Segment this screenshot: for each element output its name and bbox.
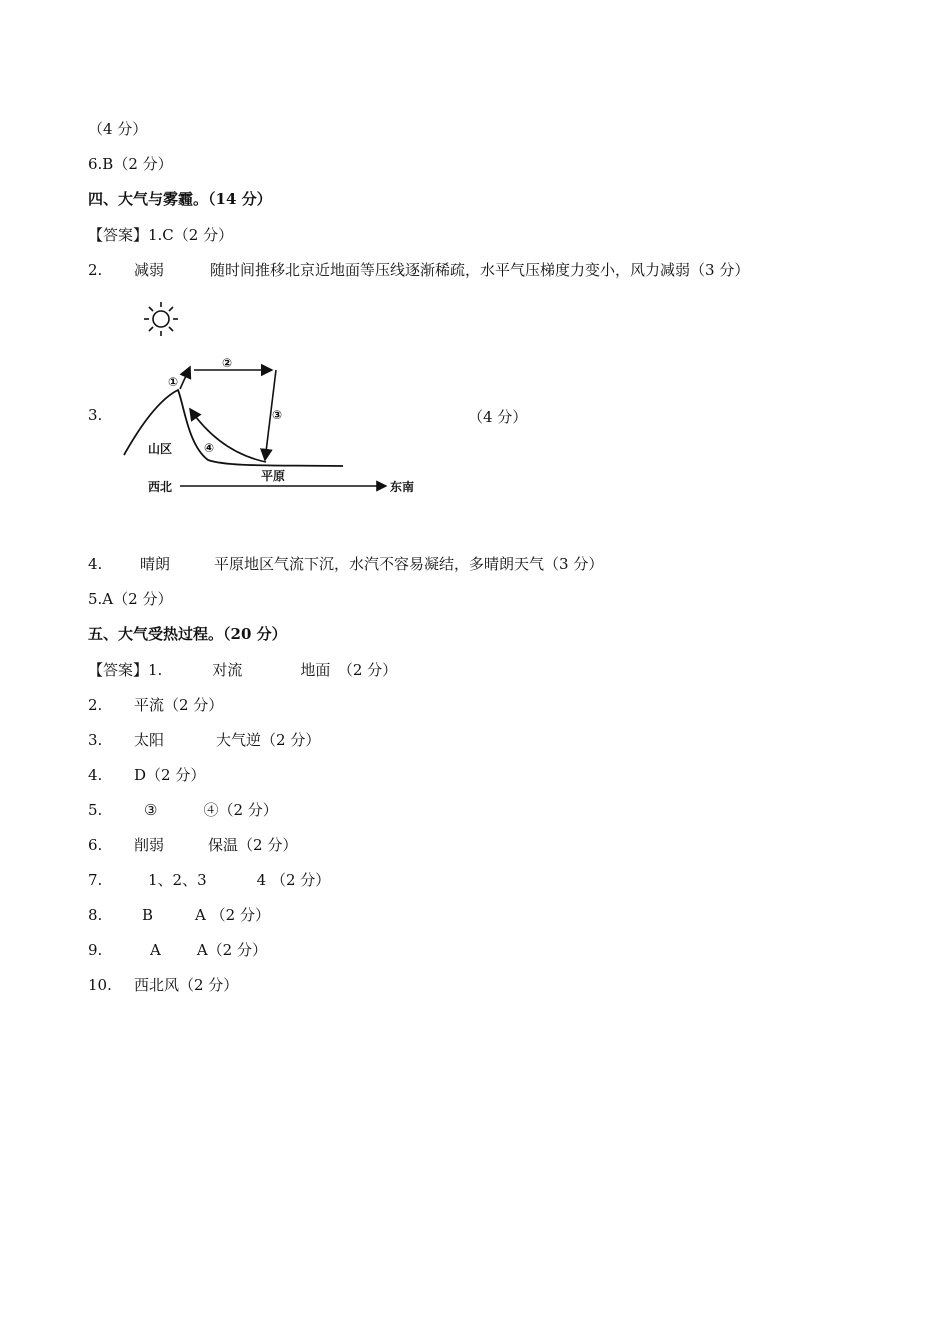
answer-text: A	[150, 941, 161, 959]
answer-text: A （2 分）	[195, 906, 270, 924]
item-number: 5.	[88, 801, 103, 819]
item-number: 10.	[88, 976, 112, 994]
item-number: 7.	[88, 871, 103, 889]
answer-text: B	[142, 906, 154, 924]
label-4: ④	[204, 441, 215, 455]
answer-5-4	[88, 764, 205, 785]
answer-3-score: （4 分）	[468, 408, 528, 426]
answer-5-8	[88, 904, 270, 925]
answer-5-1	[88, 659, 397, 680]
answer-text: 太阳	[134, 731, 165, 749]
item-number: 9.	[88, 941, 103, 959]
sun-icon	[144, 302, 178, 336]
answer-text: 减弱	[134, 261, 165, 279]
answer-explanation: 平原地区气流下沉，水汽不容易凝结，多晴朗天气（3 分）	[214, 555, 604, 573]
answer-text: A（2 分）	[196, 941, 267, 959]
answer-5-10	[88, 974, 238, 995]
arrow-1	[180, 367, 190, 389]
mountain-label: 山区	[148, 442, 173, 456]
item-number: 2.	[88, 696, 103, 714]
answer-5-3	[88, 729, 320, 750]
east-label: 东南	[390, 480, 415, 494]
answer-5-9	[88, 939, 267, 960]
answer-5-7	[88, 869, 330, 890]
item-number: 6.	[88, 836, 103, 854]
item-number: 4.	[88, 555, 103, 573]
answer-text: ③	[144, 801, 158, 819]
label-1: ①	[168, 375, 179, 389]
answer-text: D（2 分）	[134, 766, 206, 784]
section-4-heading: 四、大气与雾霾。（14 分）	[88, 190, 272, 208]
answer-5: 5.A（2 分）	[88, 590, 173, 608]
answer-text: ④（2 分）	[203, 801, 278, 819]
item-number: 2.	[88, 261, 103, 279]
circulation-diagram	[118, 295, 428, 505]
item-number: 3.	[88, 731, 103, 749]
answer-text: 西北风（2 分）	[134, 976, 239, 994]
answer-5-2	[88, 694, 223, 715]
answer-text: 大气逆（2 分）	[216, 731, 321, 749]
answer-text: 地面 （2 分）	[300, 661, 398, 679]
answer-6: 6.B（2 分）	[88, 155, 173, 173]
west-label: 西北	[148, 480, 173, 494]
answer-5-5	[88, 799, 278, 820]
answer-4	[88, 553, 603, 574]
answer-text: 晴朗	[140, 555, 171, 573]
answer-text: 1、2、3	[148, 871, 207, 889]
answer-text: 削弱	[134, 836, 165, 854]
item-number: 4.	[88, 766, 103, 784]
answer-text: 保温（2 分）	[208, 836, 298, 854]
answer-1: 【答案】1.C（2 分）	[88, 226, 234, 244]
answer-prefix: 【答案】1.	[88, 661, 163, 679]
label-3: ③	[272, 408, 283, 422]
answer-text: 4 （2 分）	[256, 871, 331, 889]
score-line: （4 分）	[88, 120, 148, 138]
answer-5-6	[88, 834, 297, 855]
plain-label: 平原	[261, 469, 286, 483]
item-number: 8.	[88, 906, 103, 924]
section-5-heading: 五、大气受热过程。（20 分）	[88, 625, 287, 643]
answer-3-number: 3.	[88, 406, 103, 424]
answer-2	[88, 259, 749, 280]
answer-text: 对流	[212, 661, 243, 679]
answer-text: 平流（2 分）	[134, 696, 224, 714]
label-2: ②	[222, 356, 233, 370]
answer-explanation: 随时间推移北京近地面等压线逐渐稀疏，水平气压梯度力变小，风力减弱（3 分）	[210, 261, 750, 279]
